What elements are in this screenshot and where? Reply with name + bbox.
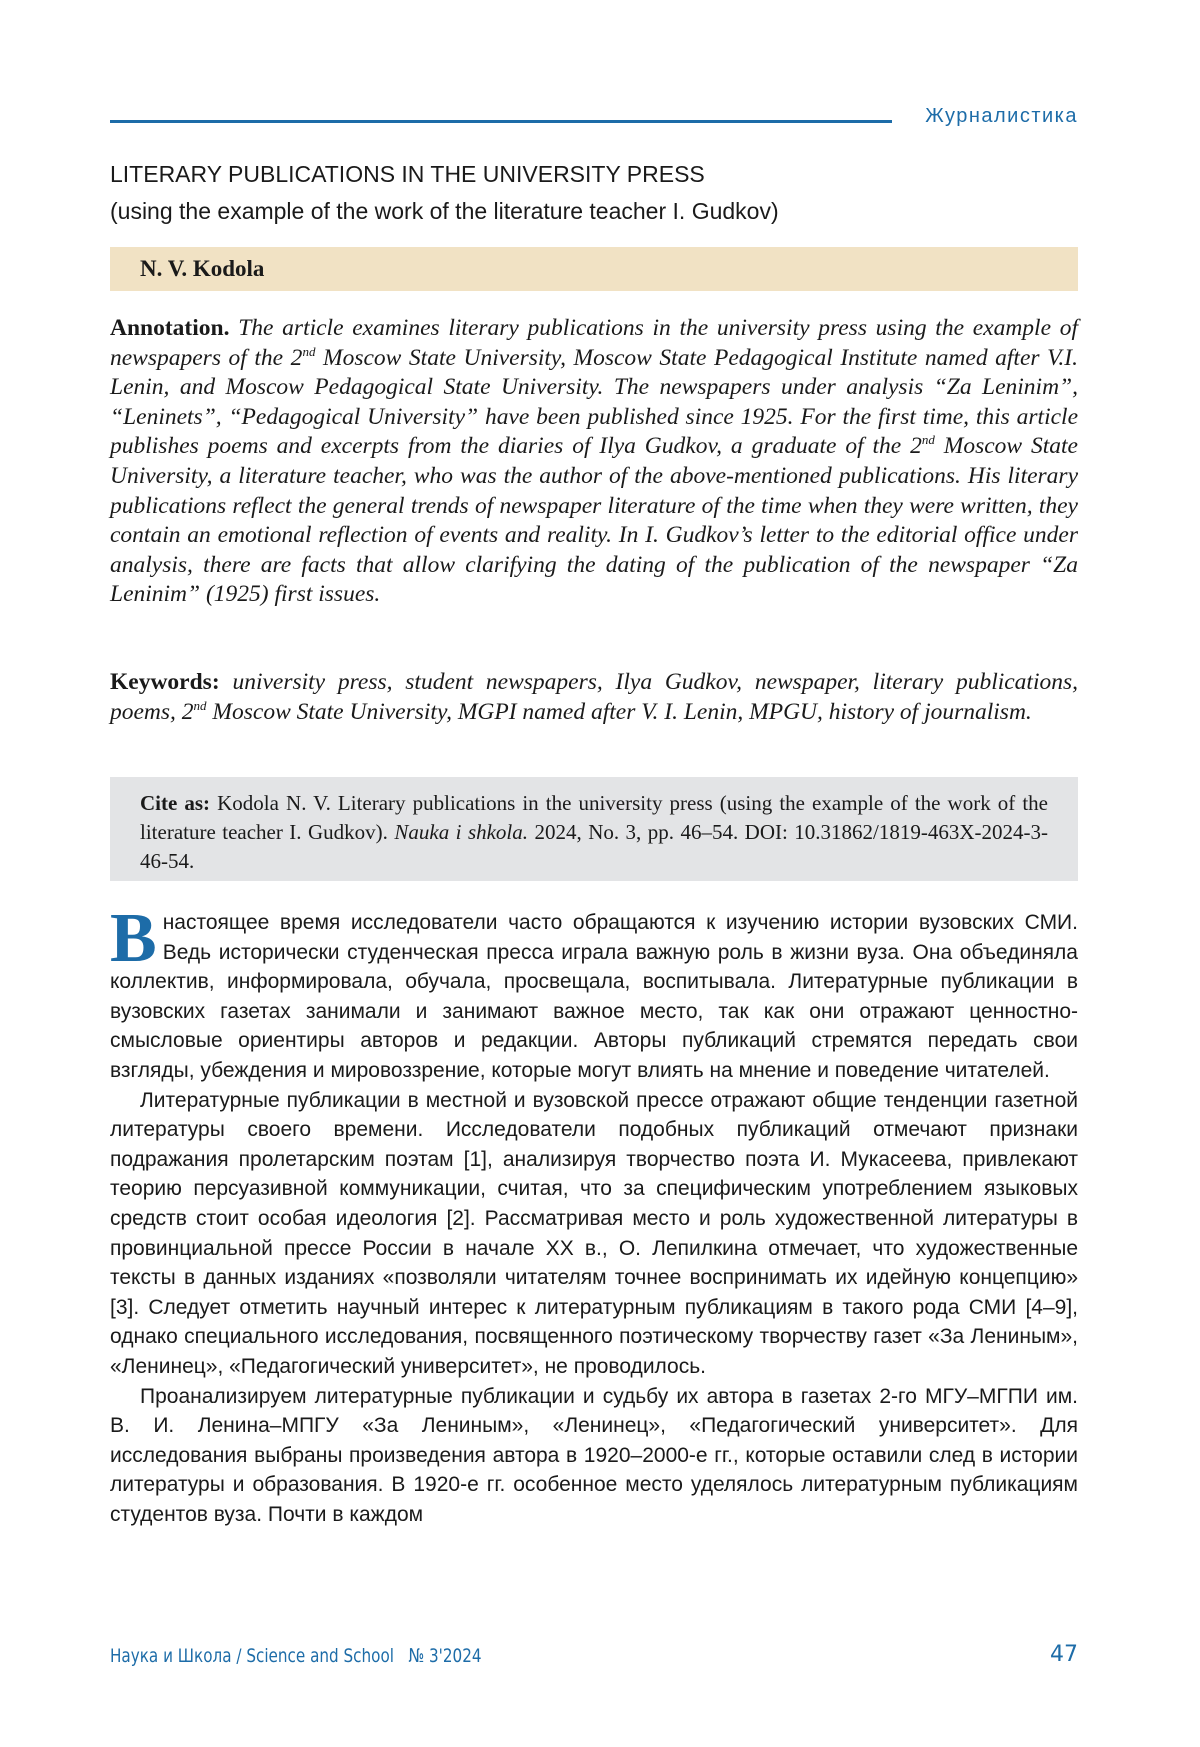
annotation	[110, 314, 1078, 610]
annotation-label: Annotation.	[110, 315, 230, 341]
page-number: 47	[1050, 1642, 1078, 1667]
footer-journal-name: Наука и Школа / Science and School	[110, 1645, 394, 1667]
keywords-label: Keywords:	[110, 669, 220, 695]
annotation-sup-2: nd	[921, 432, 935, 448]
citation-box	[110, 777, 1078, 881]
keywords-text-1: university press, student newspapers, Ilya Gudkov, newspaper, literary publications, poems, 2	[110, 669, 1079, 725]
paragraph-2: Литературные публикации в местной и вузовской прессе отражают общие тенденции газетной литературы своего времени. Исследователи подобных публикаций отмечают признаки подражания пролетарским поэтам [1], анализируя творчество поэта И. Мукасеева, привлекают теорию персуазивной коммуникации, считая, что за специфическим употреблением языковых средств стоит особая идеология [2]. Рассматривая место и роль художественной литературы в провинциальной прессе России в начале XX в., О. Лепилкина отмечает, что художественные тексты в данных изданиях «позволяли читателям точнее воспринимать их идейную концепцию» [3]. Следует отметить научный интерес к литературным публикациям в такого рода СМИ [4–9], однако специального исследования, посвященного поэтическому творчеству газет «За Лениным», «Ленинец», «Педагогический университет», не проводилось.	[110, 1088, 1078, 1378]
body-text	[110, 900, 1078, 1529]
keywords	[110, 668, 1078, 727]
cite-text-2: 2024, No. 3, pp. 46–54. DOI: 10.31862/1819-463X-2024-3-46-54.	[140, 820, 1048, 873]
cite-journal: Nauka i shkola.	[394, 820, 529, 844]
title-line-1: LITERARY PUBLICATIONS IN THE UNIVERSITY PRESS	[110, 161, 705, 187]
paragraph-1	[110, 900, 1078, 1086]
paragraph-3: Проанализируем литературные публикации и судьбу их автора в газетах 2-го МГУ–МГПИ им. В. И. Ленина–МПГУ «За Лениным», «Ленинец», «Педагогический университет». Для исследования выбраны произведения автора в 1920–2000-е гг., которые оставили след в истории литературы и образования. В 1920-е гг. особенное место уделялось литературным публикациям студентов вуза. Почти в каждом	[110, 1384, 1078, 1526]
author-bar	[110, 247, 1078, 291]
annotation-text-2: Moscow State University, Moscow State Pedagogical Institute named after V.I. Lenin, and Moscow Pedagogical State University. The newspapers under analysis “Za Leninim”, “Leninets”, “Pedagogical University” have been published since 1925. For the first time, this article publishes poems and excerpts from the diaries of Ilya Gudkov, a graduate of the 2	[110, 344, 1078, 460]
header-rule	[110, 120, 892, 123]
footer-journal	[110, 1645, 482, 1667]
cite-text-1: Kodola N. V. Literary publications in the university press (using the example of the work of the literature teacher I. Gudkov).	[140, 791, 1049, 844]
section-label: Журналистика	[925, 105, 1078, 127]
title-line-2: (using the example of the work of the literature teacher I. Gudkov)	[110, 198, 779, 224]
annotation-text-3: Moscow State University, a literature teacher, who was the author of the above-mentioned publications. His literary publications reflect the general trends of newspaper literature of the time when they were written, they contain an emotional reflection of events and reality. In I. Gudkov’s letter to the editorial office under analysis, there are facts that allow clarifying the dating of the publication of the newspaper “Za Leninim” (1925) first issues.	[110, 433, 1078, 608]
keywords-sup: nd	[193, 697, 207, 713]
article-title	[110, 156, 779, 230]
cite-label: Cite as:	[140, 791, 211, 815]
drop-cap: В	[110, 900, 157, 977]
paragraph-1-text: настоящее время исследователи часто обращаются к изучению истории вузовских СМИ. Ведь исторически студенческая пресса играла важную роль в жизни вуза. Она объединяла коллектив, информировала, обучала, просвещала, воспитывала. Литературные публикации в вузовских газетах занимали и занимают важное место, так как они отражают ценностно-смысловые ориентиры авторов и редакции. Авторы публикаций стремятся передать свои взгляды, убеждения и мировоззрение, которые могут влиять на мнение и поведение читателей.	[110, 911, 1078, 1082]
annotation-text-1: The article examines literary publications in the university press using the example of newspapers of the 2	[110, 315, 1079, 371]
author-name: N. V. Kodola	[140, 256, 265, 281]
footer-issue: № 3'2024	[408, 1645, 482, 1667]
keywords-text-2: Moscow State University, MGPI named after V. I. Lenin, MPGU, history of journalism.	[206, 698, 1032, 725]
annotation-sup-1: nd	[302, 343, 316, 359]
